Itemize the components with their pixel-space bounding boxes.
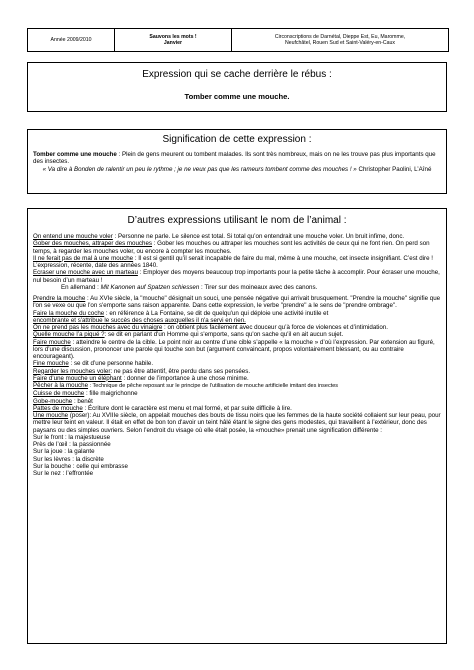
expression-item [33,405,442,412]
theme-title: Sauvons les mots ! [149,33,197,40]
expression-item [33,310,442,325]
expression-item [33,324,442,331]
signification-term: Tomber comme une mouche [33,151,117,158]
header-theme [115,29,232,51]
expression-item [33,360,442,367]
rebus-answer: Tomber comme une mouche. [184,92,290,101]
expression-german [33,284,442,291]
expression-item [33,398,442,405]
districts-line-1: Circonscriptions de Darnétal, Dieppe Est, Eu, Maromme, [274,33,406,40]
expression-item [33,233,442,240]
expression-definition: : Employer des moyens beaucoup trop importants pour la petite tâche à accomplir. Pour écraser une mouche, nul besoin d’un marteau ! [33,269,440,284]
expression-term: Pêcher à la mouche [33,382,89,389]
mouche-place: Sur la bouche : celle qui embrasse [33,462,128,470]
expression-definition: : benêt [72,397,93,405]
quote-author: Christopher Paolini, L’Aîné [356,165,432,173]
expression-term: Pattes de mouche [33,404,83,412]
other-expressions-box [27,208,447,644]
rebus-title: Expression qui se cache derrière le rébus : [142,69,332,80]
rebus-box [27,62,447,112]
header-districts [232,29,448,51]
expression-term: Ecraser une mouche avec un marteau [33,269,138,277]
signification-text [28,145,446,173]
expression-term: On entend une mouche voler [33,233,113,240]
expression-term: Prendre la mouche [33,295,86,302]
districts-line-2: Neufchâtel, Rouen Sud et Saint-Valéry-en-Caux [284,40,396,46]
expression-item [33,240,442,255]
expression-definition: : se dit d’une personne habile. [68,360,154,368]
expression-definition: : on obtient plus facilement avec douceur qu’à force de violences et d’intimidation. [162,324,388,331]
expression-term: Gobe-mouche [33,397,73,405]
expression-term: Fine mouche [33,360,69,368]
expression-term: Quelle mouche l’a piqué ? [33,331,105,339]
expression-definition: : Au XVIe siècle, la "mouche" désignait un souci, une pensée négative qui arrivait brusquement. "Prendre la mouche" signifie que l'on se vexe ou que l'on s'emporte sans raison apparente. Dans cette expression, le verbe "prendre" a le sens de "prendre ombrage". [33,295,441,310]
expression-definition: : Écriture dont le caractère est menu et mal formé, et par suite difficile à lire. [82,404,292,412]
mouche-place: Près de l’œil : la passionnée [33,441,111,448]
mouche-place: Sur le front : la majestueuse [33,433,111,441]
expression-definition-continued: encombrante et s'attribue le succès des choses auxquelles il n'a servi en rien. [33,316,246,324]
expression-term: On ne prend pas les mouches avec du vinaigre [33,324,163,331]
expression-definition: (poser): Au XVIIIe siècle, on appelait mouches des bouts de tissu noirs que les femmes de la haute société collaient sur leur peau, pour mettre leur teint en valeur. Il était en effet de bon ton d'avoir un teint hâlé étant le signe des gens modestes, qui travaillent à l’extérieur, donc des paysans ou des simples ouvriers. Selon l’endroit du visage où elle était posée, la «mouche» prenait une signification différente : [33,412,441,434]
expression-item [33,382,442,390]
german-prefix: En allemand : [61,283,101,291]
expression-item [33,375,442,382]
signification-quote [33,166,441,173]
quote-text: « Va dire à Bonden de ralentir un peu le rythme ; je ne veux pas que les rameurs tombent comme des mouches ! » [42,165,357,173]
header-year [28,29,115,51]
expression-definition: : fille maigrichonne [84,390,138,398]
expression-definition: : Gober les mouches ou attraper les mouches sont les activités de ceux qui ne font rien. On perd son temps, à regarder les mouches voler, ou encore à compter les mouches. [33,240,430,255]
expression-term: Il ne ferait pas de mal à une mouche [33,254,134,262]
header-table [27,28,449,52]
expression-definition: : atteindre le centre de la cible. Le point noir au centre d’une cible s’appelle « la mouche » d’où l’expression. Par extension au figuré, lors d’une discussion, prononcer une parole qui touche son but (argument convaincant, propos volontairement blessant, ou au contraire encourageant). [33,338,435,360]
expression-term: Regarder les mouches voler [33,367,111,375]
expression-definition: : Il est si gentil qu’il serait incapable de faire du mal, même à une mouche, cet insecte insignifiant. C’est dire ! L’expression, récente, date des années 1840. [33,254,433,269]
expression-term: Cuisse de mouche [33,390,85,398]
year-text: Année 2009/2010 [50,36,92,43]
expression-item [33,331,442,338]
expression-definition: : se dit en parlant d'un Homme qui s'emporte, sans qu'on sache qu'il en ait aucun sujet. [104,331,344,339]
expression-item [33,269,442,284]
signification-definition: : Plein de gens meurent ou tombent malades. Ils sont très nombreux, mais on ne les trouve pas plus importants que des insectes. [33,151,436,166]
expression-term: Faire d’une mouche un éléphant [33,374,122,382]
expression-item [33,295,442,310]
mouche-place: Sur la joue : la galante [33,448,95,456]
other-expressions-title: D’autres expressions utilisant le nom de l’animal : [127,215,347,226]
mouche-place: Sur les lèvres : la discrète [33,455,104,463]
german-phrase: Mit Kanonen auf Spatzen schiessen [100,283,200,291]
expression-definition: : donner de l’importance à une chose minime. [121,374,249,382]
mouche-place: Sur le nez : l’effrontée [33,470,94,477]
expression-term: Faire mouche [33,338,71,346]
expression-item [33,339,442,361]
expression-definition: : en référence à La Fontaine, se dit de quelqu'un qui déploie une activité inutile et [104,309,329,317]
expression-definition: : ne pas être attentif, être perdu dans ses pensées. [110,367,251,375]
expression-definition: : Personne ne parle. Le silence est total. Si total qu’on entendrait une mouche voler. Un bruit infime, donc. [112,233,405,240]
expression-term: Une mouche [33,412,69,419]
expression-item [33,412,442,434]
german-translation: : Tirer sur des moineaux avec des canons. [199,283,318,291]
expression-definition: : Technique de pêche reposant sur le principe de l’utilisation de mouche artificielle imitant des insectes [88,383,339,389]
signification-title: Signification de cette expression : [162,134,312,145]
expression-item [33,255,442,270]
theme-month: Janvier [163,40,183,46]
expression-term: Gober des mouches, attraper des mouches [33,240,153,248]
expression-item [33,368,442,375]
expression-term: Faire la mouche du coche [33,309,105,317]
other-expressions-text [28,226,446,477]
signification-box [27,129,447,194]
expression-item [33,390,442,397]
